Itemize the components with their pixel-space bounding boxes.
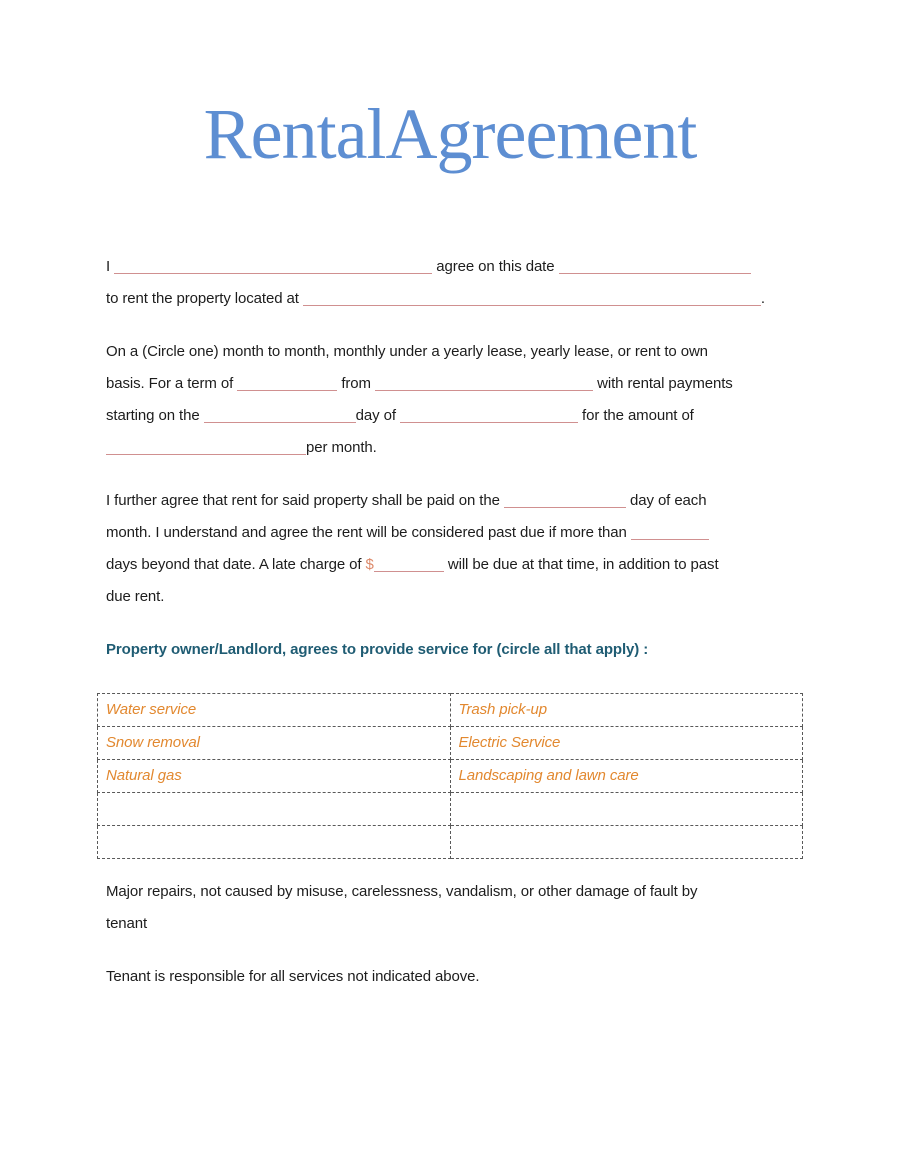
service-row [98, 727, 803, 760]
text-run: to rent the property located at [106, 290, 303, 307]
fill-in-blank[interactable] [114, 259, 432, 274]
fill-in-blank[interactable] [631, 525, 709, 540]
text-run: I further agree that rent for said property shall be paid on the [106, 492, 504, 509]
text-run: days beyond that date. A late charge of [106, 556, 366, 573]
text-run: . [760, 290, 765, 307]
service-row [98, 793, 803, 826]
service-option-empty[interactable] [98, 793, 451, 826]
text-line [106, 581, 810, 613]
text-run: basis. For a term of [106, 375, 238, 392]
service-option[interactable]: Water service [98, 694, 451, 727]
text-run: per month. [306, 439, 377, 456]
text-line [106, 517, 810, 549]
text-line [106, 549, 810, 581]
paragraph [106, 336, 810, 464]
fill-in-blank[interactable] [400, 408, 578, 423]
text-run: from [337, 375, 376, 392]
paragraph [106, 961, 810, 993]
services-heading: Property owner/Landlord, agrees to provide service for (circle all that apply) : [106, 641, 649, 658]
text-line [106, 485, 810, 517]
text-line [106, 400, 810, 432]
intro-paragraphs [106, 251, 810, 613]
dollar-sign: $ [365, 556, 374, 573]
service-option-empty[interactable] [98, 826, 451, 859]
fill-in-blank[interactable] [303, 291, 761, 306]
service-option-empty[interactable] [450, 826, 803, 859]
text-line [106, 251, 810, 283]
text-run: day of each [625, 492, 707, 509]
service-option[interactable]: Snow removal [98, 727, 451, 760]
fill-in-blank[interactable] [237, 376, 337, 391]
text-line [106, 368, 810, 400]
text-run: for the amount of [577, 407, 694, 424]
text-run: On a (Circle one) month to month, monthly under a yearly lease, yearly lease, or rent to own [106, 343, 708, 360]
text-run: Tenant is responsible for all services not indicated above. [106, 968, 480, 985]
services-table [97, 693, 803, 859]
service-row [98, 694, 803, 727]
text-run: I [106, 258, 115, 275]
text-line [106, 908, 810, 940]
document-body [0, 251, 900, 993]
fill-in-blank[interactable] [374, 557, 444, 572]
text-run: Major repairs, not caused by misuse, carelessness, vandalism, or other damage of fault by [106, 883, 698, 900]
text-run: starting on the [106, 407, 204, 424]
closing-paragraphs [106, 876, 810, 993]
text-line [106, 961, 810, 993]
text-run: month. I understand and agree the rent will be considered past due if more than [106, 524, 631, 541]
text-run: with rental payments [593, 375, 733, 392]
text-run: will be due at that time, in addition to past [443, 556, 719, 573]
fill-in-blank[interactable] [504, 493, 626, 508]
fill-in-blank[interactable] [204, 408, 356, 423]
fill-in-blank[interactable] [559, 259, 751, 274]
text-run: agree on this date [432, 258, 559, 275]
service-row [98, 760, 803, 793]
text-line [106, 876, 810, 908]
paragraph [106, 251, 810, 315]
paragraph [106, 876, 810, 940]
text-line [106, 336, 810, 368]
service-row [98, 826, 803, 859]
service-option[interactable]: Landscaping and lawn care [450, 760, 803, 793]
text-run: day of [355, 407, 400, 424]
service-option[interactable]: Natural gas [98, 760, 451, 793]
service-option[interactable]: Trash pick-up [450, 694, 803, 727]
text-line [106, 432, 810, 464]
text-run: tenant [106, 915, 148, 932]
fill-in-blank[interactable] [106, 440, 306, 455]
service-option-empty[interactable] [450, 793, 803, 826]
text-run: due rent. [106, 588, 165, 605]
document-title: RentalAgreement [203, 94, 697, 174]
paragraph [106, 485, 810, 613]
fill-in-blank[interactable] [375, 376, 593, 391]
service-option[interactable]: Electric Service [450, 727, 803, 760]
text-line [106, 283, 810, 315]
